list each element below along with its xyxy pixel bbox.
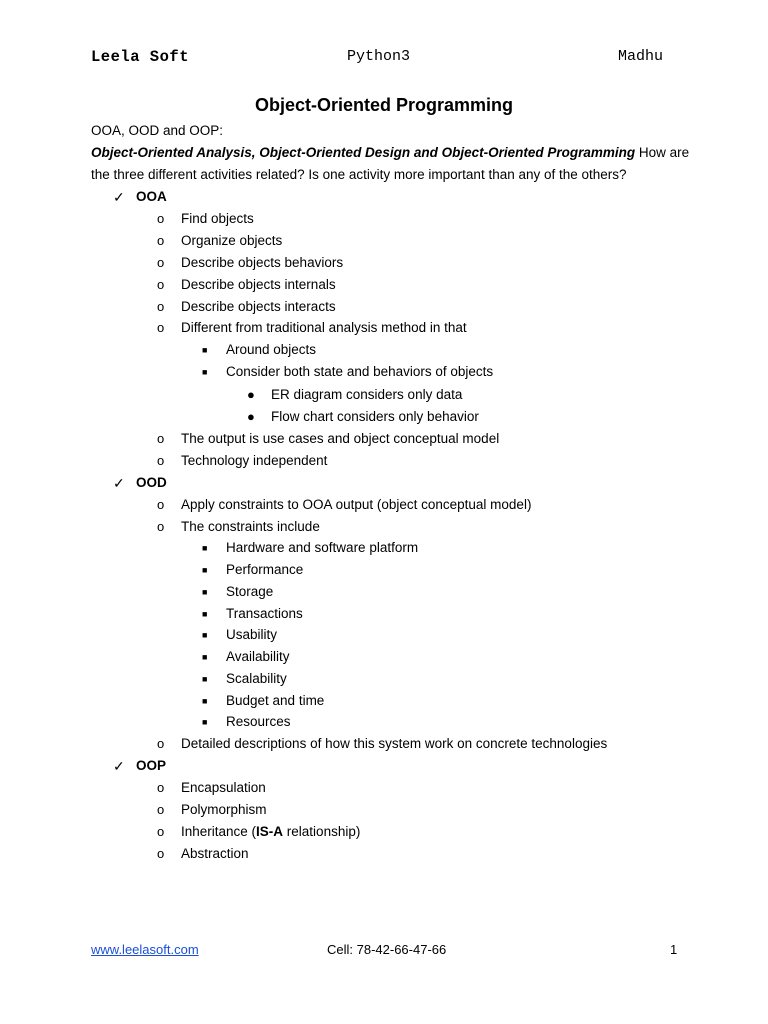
circle-bullet-icon: o (157, 453, 165, 468)
outline-item-level-4 (0, 385, 768, 405)
outline-item-text: Describe objects internals (181, 277, 336, 292)
circle-bullet-icon: o (157, 736, 165, 751)
outline-item-text: Describe objects interacts (181, 299, 336, 314)
outline-item-level-2 (0, 844, 768, 864)
outline-item-level-2 (0, 822, 768, 842)
outline-item-text: Different from traditional analysis method in that (181, 320, 467, 335)
dot-bullet-icon: ● (247, 409, 255, 424)
outline-item-level-4 (0, 407, 768, 427)
outline-item-level-2 (0, 275, 768, 295)
outline-item-level-1 (0, 756, 768, 776)
circle-bullet-icon: o (157, 519, 165, 534)
subheading: OOA, OOD and OOP: (91, 123, 224, 138)
outline-item-level-3 (0, 647, 768, 667)
circle-bullet-icon: o (157, 780, 165, 795)
outline-item-level-2 (0, 297, 768, 317)
outline-item-text: OOA (136, 189, 167, 204)
square-bullet-icon: ■ (202, 630, 208, 640)
intro-line-1-rest: How are (635, 145, 690, 160)
outline-item-text: Scalability (226, 671, 287, 686)
outline-item-level-3 (0, 560, 768, 580)
outline-item-text-part: Inheritance ( (181, 824, 257, 839)
square-bullet-icon: ■ (202, 345, 208, 355)
square-bullet-icon: ■ (202, 696, 208, 706)
outline-item-level-2 (0, 318, 768, 338)
intro-emphasis: Object-Oriented Analysis, Object-Oriented Design and Object-Oriented Programming (91, 145, 636, 160)
circle-bullet-icon: o (157, 277, 165, 292)
square-bullet-icon: ■ (202, 652, 208, 662)
outline-item-text (181, 822, 360, 842)
outline-item-level-3 (0, 712, 768, 732)
circle-bullet-icon: o (157, 802, 165, 817)
outline-item-text: The constraints include (181, 519, 320, 534)
outline-item-text: Budget and time (226, 693, 325, 708)
outline-item-text: ER diagram considers only data (271, 387, 463, 402)
outline-item-text: Polymorphism (181, 802, 267, 817)
footer-cell-number: Cell: 78-42-66-47-66 (327, 942, 447, 957)
square-bullet-icon: ■ (202, 609, 208, 619)
outline-item-level-2 (0, 517, 768, 537)
outline-item-text: Storage (226, 584, 274, 599)
square-bullet-icon: ■ (202, 717, 208, 727)
outline-item-text: Encapsulation (181, 780, 266, 795)
header-left-brand: Leela Soft (91, 48, 190, 66)
outline-item-text: OOP (136, 758, 167, 773)
page-title: Object-Oriented Programming (254, 95, 514, 115)
outline-item-text: The output is use cases and object conceptual model (181, 431, 500, 446)
circle-bullet-icon: o (157, 846, 165, 861)
dot-bullet-icon: ● (247, 387, 255, 402)
outline-item-level-2 (0, 800, 768, 820)
outline-item-emphasis: IS-A (256, 824, 284, 839)
outline-item-level-2 (0, 209, 768, 229)
outline-item-text: Availability (226, 649, 290, 664)
outline-item-text: Apply constraints to OOA output (object conceptual model) (181, 497, 532, 512)
outline-item-text: Abstraction (181, 846, 249, 861)
intro-line-2: the three different activities related? Is one activity more important than any of the others? (91, 167, 627, 182)
outline-item-text: Performance (226, 562, 304, 577)
outline-item-text: Describe objects behaviors (181, 255, 344, 270)
outline-item-level-3 (0, 669, 768, 689)
square-bullet-icon: ■ (202, 565, 208, 575)
checkmark-icon: ✓ (113, 758, 125, 774)
footer-page-number: 1 (670, 942, 678, 957)
outline-item-text: Around objects (226, 342, 317, 357)
header-right-author: Madhu (618, 48, 664, 65)
square-bullet-icon: ■ (202, 543, 208, 553)
outline-item-level-2 (0, 778, 768, 798)
intro-line-1 (91, 145, 689, 160)
outline-item-text: Hardware and software platform (226, 540, 419, 555)
outline-item-text: Flow chart considers only behavior (271, 409, 479, 424)
outline-item-text: Usability (226, 627, 278, 642)
outline-item-text: Resources (226, 714, 291, 729)
outline-item-level-3 (0, 604, 768, 624)
outline-item-level-3 (0, 691, 768, 711)
outline-item-level-2 (0, 451, 768, 471)
outline-item-level-3 (0, 582, 768, 602)
square-bullet-icon: ■ (202, 674, 208, 684)
outline-item-level-2 (0, 734, 768, 754)
outline-item-level-3 (0, 340, 768, 360)
outline-item-text: Consider both state and behaviors of objects (226, 364, 494, 379)
outline-item-text-part: relationship) (283, 824, 361, 839)
checkmark-icon: ✓ (113, 189, 125, 205)
checkmark-icon: ✓ (113, 475, 125, 491)
circle-bullet-icon: o (157, 320, 165, 335)
outline-item-level-3 (0, 362, 768, 382)
outline-item-text: Detailed descriptions of how this system work on concrete technologies (181, 736, 608, 751)
circle-bullet-icon: o (157, 233, 165, 248)
outline-item-text: Find objects (181, 211, 254, 226)
footer-website-link[interactable]: www.leelasoft.com (91, 942, 199, 957)
outline-item-text: Technology independent (181, 453, 328, 468)
circle-bullet-icon: o (157, 431, 165, 446)
outline-item-level-2 (0, 253, 768, 273)
outline-item-level-2 (0, 231, 768, 251)
outline-item-text: Organize objects (181, 233, 283, 248)
outline-item-text: OOD (136, 475, 167, 490)
header-center-subject: Python3 (347, 48, 411, 65)
square-bullet-icon: ■ (202, 367, 208, 377)
circle-bullet-icon: o (157, 824, 165, 839)
circle-bullet-icon: o (157, 497, 165, 512)
outline-item-level-3 (0, 538, 768, 558)
outline-item-text: Transactions (226, 606, 303, 621)
outline-item-level-2 (0, 429, 768, 449)
circle-bullet-icon: o (157, 255, 165, 270)
outline-item-level-1 (0, 473, 768, 493)
outline-item-level-2 (0, 495, 768, 515)
outline-item-level-1 (0, 187, 768, 207)
circle-bullet-icon: o (157, 299, 165, 314)
outline-item-level-3 (0, 625, 768, 645)
square-bullet-icon: ■ (202, 587, 208, 597)
circle-bullet-icon: o (157, 211, 165, 226)
